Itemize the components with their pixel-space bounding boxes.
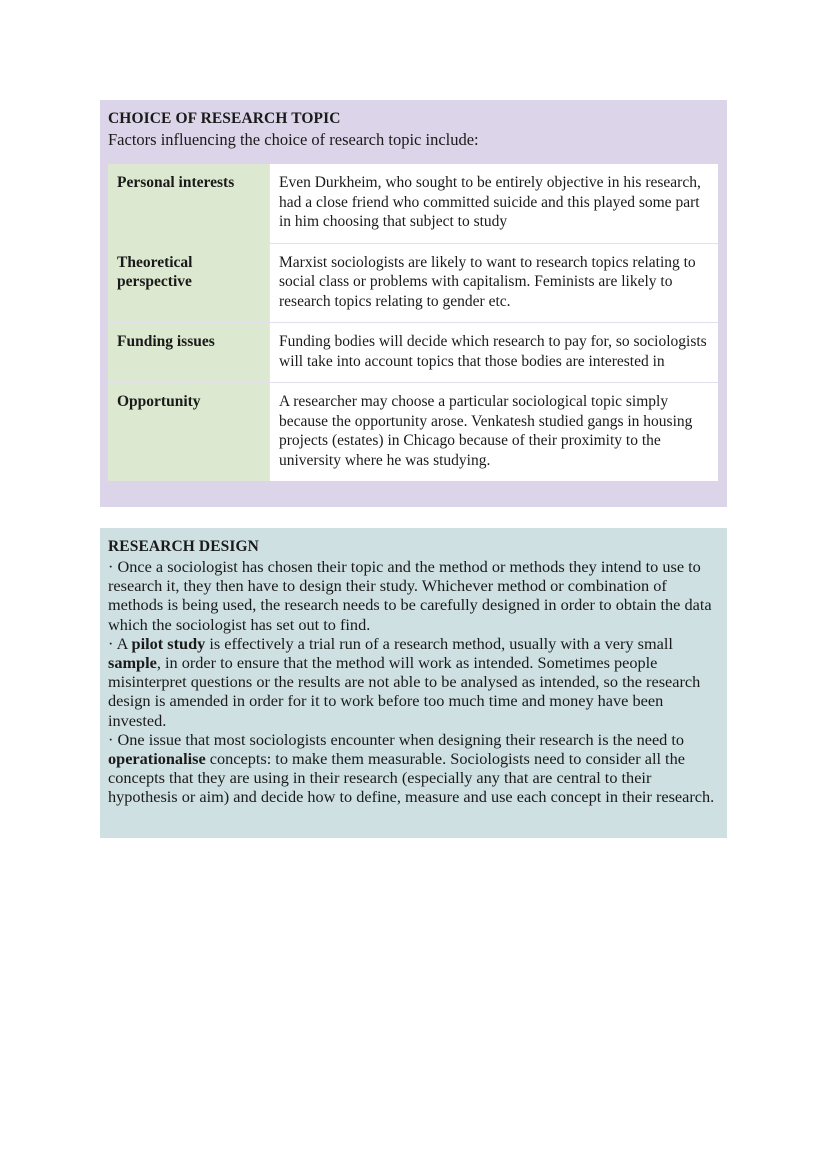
factor-label: Personal interests — [108, 164, 270, 243]
emphasised-term: sample — [108, 653, 157, 673]
factor-description: Marxist sociologists are likely to want to research topics relating to social class or problems with capitalism. Feminists are likely to research topics relating to gender etc. — [270, 243, 719, 323]
factor-label: Opportunity — [108, 383, 270, 482]
research-design-paragraph: · A pilot study is effectively a trial run of a research method, usually with a very small sample, in order to ensure that the method will work as intended. Sometimes people misinterpret questions or the results are not able to be analysed as intended, so the research design is amended in order for it to work before too much time and money have been invested. — [108, 633, 701, 730]
factor-description: A researcher may choose a particular sociological topic simply because the opportunity arose. Venkatesh studied gangs in housing projects (estates) in Chicago because of their proximity to the university where he was studying. — [270, 383, 719, 482]
research-design-panel — [100, 528, 727, 838]
table-row — [108, 323, 718, 383]
table-row — [108, 243, 718, 323]
choice-of-research-topic-subheading: Factors influencing the choice of research topic include: — [108, 130, 479, 149]
choice-of-research-topic-heading: CHOICE OF RESEARCH TOPIC — [108, 110, 341, 127]
factor-description: Even Durkheim, who sought to be entirely objective in his research, had a close friend who committed suicide and this played some part in him choosing that subject to study — [270, 164, 719, 243]
research-design-paragraph: · One issue that most sociologists encounter when designing their research is the need to operationalise concepts: to make them measurable. Sociologists need to consider all the concepts that they are using in their research (especially any that are central to their hypothesis or aim) and decide how to define, measure and use each concept in their research. — [108, 729, 715, 807]
research-design-heading: RESEARCH DESIGN — [108, 538, 259, 555]
factor-label: Funding issues — [108, 323, 270, 383]
emphasised-term: pilot study — [131, 633, 206, 653]
choice-of-research-topic-panel — [100, 100, 727, 507]
table-row — [108, 164, 718, 243]
table-row — [108, 383, 718, 482]
factor-description: Funding bodies will decide which research to pay for, so sociologists will take into account topics that those bodies are interested in — [270, 323, 719, 383]
table-body — [108, 164, 718, 481]
research-design-paragraph: · Once a sociologist has chosen their topic and the method or methods they intend to use to research it, they then have to design their study. Whichever method or combination of methods is being used, the research needs to be carefully designed in order to obtain the data which the sociologist has set out to find. — [108, 557, 712, 634]
research-topic-factors-table — [108, 164, 718, 481]
factor-label: Theoretical perspective — [108, 243, 270, 323]
emphasised-term: operationalise — [108, 749, 206, 769]
